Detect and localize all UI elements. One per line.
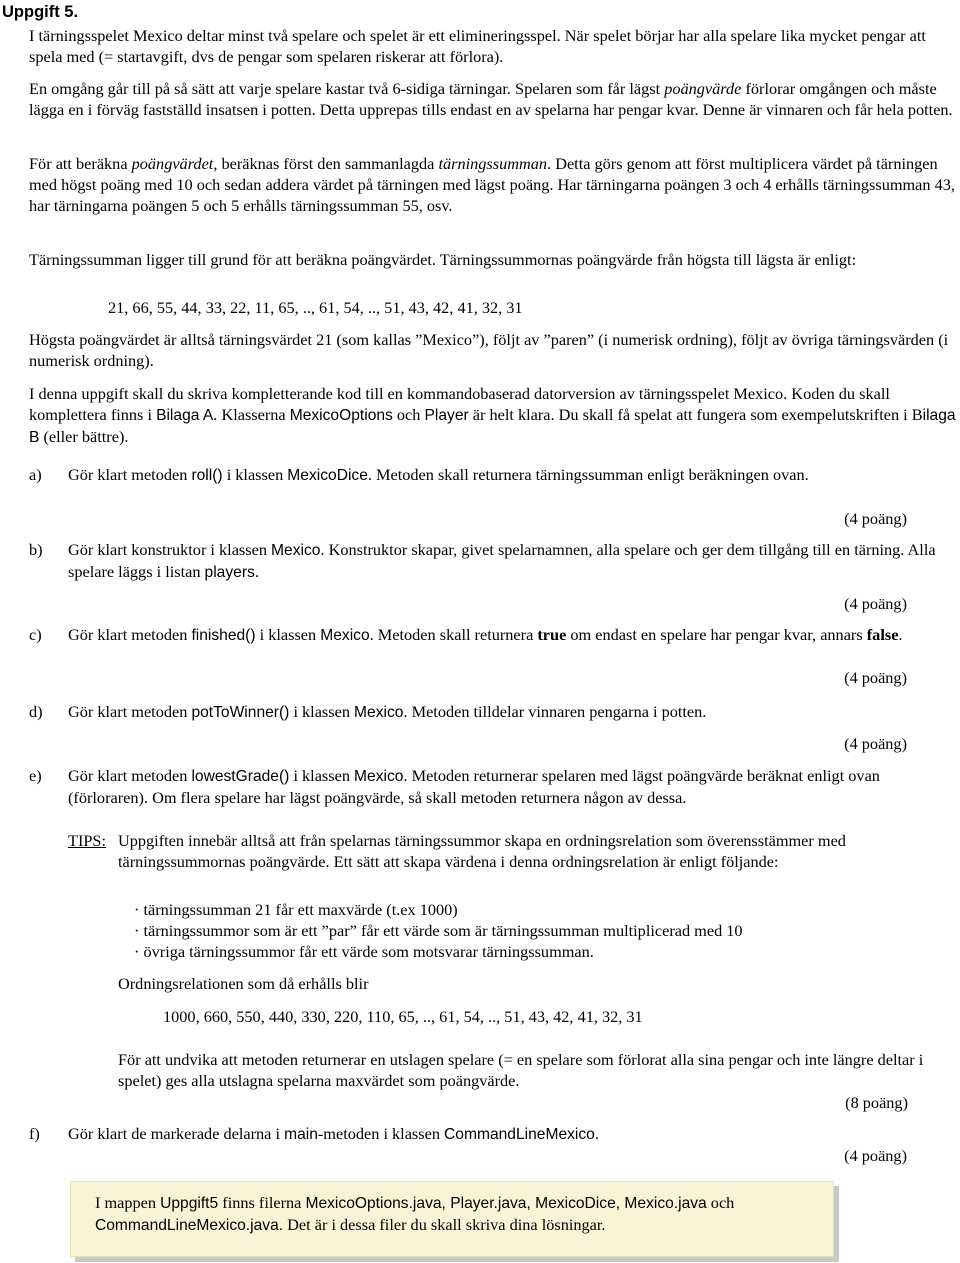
text-run: . Konstruktor skapar, givet spelarnamnen, alla spelare och ger dem tillgång till en tärning. Alla spelare läggs i listan xyxy=(68,540,936,581)
text-run: . Metoden skall returnera xyxy=(369,625,538,644)
files-note-text xyxy=(95,1192,815,1236)
task-title: Uppgift 5. xyxy=(2,3,79,21)
code-ref: roll() xyxy=(191,467,223,484)
text-run: (eller bättre). xyxy=(39,427,129,446)
folder-name: Uppgift5 xyxy=(160,1195,219,1212)
text-run: Gör klart de markerade delarna i xyxy=(68,1124,285,1143)
code-ref: potToWinner() xyxy=(191,704,290,721)
tips-bullet: · tärningssumman 21 får ett maxvärde (t.ex 1000) xyxy=(134,900,458,919)
italic-term: poängvärde xyxy=(664,79,742,98)
text-run: om endast en spelare har pengar kvar, annars xyxy=(566,625,867,644)
tips-paragraph-1: Uppgiften innebär alltså att från spelarnas tärningssummor skapa en ordningsrelation som överensstämmer med tärningssummornas poängvärde. Ett sätt att skapa värdena i denna ordningsrelation är enligt följande: xyxy=(118,831,846,871)
task-letter: e) xyxy=(29,766,42,785)
text-run: . Klasserna xyxy=(213,405,290,424)
text-run: Gör klart metoden xyxy=(68,465,192,484)
text-run: . xyxy=(594,1124,599,1143)
order-sequence: 1000, 660, 550, 440, 330, 220, 110, 65, .., 61, 54, .., 51, 43, 42, 41, 32, 31 xyxy=(163,1007,643,1026)
task-text xyxy=(68,539,960,583)
italic-term: tärningssumman xyxy=(438,154,548,173)
text-run: En omgång går till på så sätt att varje spelare kastar två 6-sidiga tärningar. Spelaren som får lägst xyxy=(29,79,665,98)
code-ref: main xyxy=(284,1126,318,1143)
task-letter: d) xyxy=(29,702,43,721)
text-run: . Metoden returnerar spelaren med lägst poängvärde beräknat enligt ovan (förloraren). Om flera spelare har lägst poängvärde, så skall metoden returnera någon av dessa. xyxy=(68,766,880,807)
tips-bullet-list xyxy=(134,899,743,962)
tips-bullet: · tärningssummor som är ett ”par” får ett värde som är tärningssumman multiplicerad med 10 xyxy=(134,921,743,940)
text-run: . Detta görs genom att först multiplicera värdet på tärningen med högst poäng med 10 och sedan addera värdet på tärningen med lägst poäng. Har tärningarna poängen 3 och 4 erhålls tärningssumman 43, har tärningarna poängen 5 och 5 erhålls tärningssumman 55, osv. xyxy=(29,154,955,215)
text-run: Gör klart metoden xyxy=(68,766,192,785)
intro-paragraph-3 xyxy=(29,153,957,216)
file-list: MexicoOptions.java, Player.java, MexicoDice, Mexico.java xyxy=(305,1195,707,1212)
text-run: och xyxy=(392,405,425,424)
intro-paragraph-1: I tärningsspelet Mexico deltar minst två spelare och spelet är ett elimineringsspel. När spelet börjar har alla spelare lika mycket pengar att spela med (= startavgift, dvs de pengar som spelaren riskerar att förlora). xyxy=(29,26,926,66)
keyword-true: true xyxy=(537,625,567,644)
text-run: Gör klart konstruktor i klassen xyxy=(68,540,272,559)
code-ref: finished() xyxy=(191,627,256,644)
task-letter: a) xyxy=(29,465,42,484)
tips-paragraph-2: Ordningsrelationen som då erhålls blir xyxy=(118,974,369,993)
code-ref: Mexico xyxy=(320,627,370,644)
code-ref: CommandLineMexico xyxy=(444,1126,595,1143)
code-ref: Mexico xyxy=(271,542,321,559)
intro-paragraph-5: Högsta poängvärdet är alltså tärningsvärdet 21 (som kallas ”Mexico”), följt av ”paren” (i numerisk ordning), följt av övriga tärningsvärden (i numerisk ordning). xyxy=(29,330,949,370)
code-ref: Player xyxy=(424,407,469,424)
task-e-points: (8 poäng) xyxy=(845,1093,908,1112)
text-run: finns filerna xyxy=(218,1193,306,1212)
text-run: . Metoden tilldelar vinnaren pengarna i potten. xyxy=(403,702,707,721)
files-note-box xyxy=(70,1181,834,1257)
text-run: i klassen xyxy=(289,702,355,721)
task-text xyxy=(68,624,960,646)
task-letter: b) xyxy=(29,540,43,559)
score-sequence: 21, 66, 55, 44, 33, 22, 11, 65, .., 61, 54, .., 51, 43, 42, 41, 32, 31 xyxy=(108,298,523,317)
task-text xyxy=(68,1123,960,1145)
code-ref: MexicoOptions xyxy=(289,407,393,424)
code-ref: MexicoDice xyxy=(287,467,368,484)
intro-paragraph-4: Tärningssumman ligger till grund för att beräkna poängvärdet. Tärningssummornas poängvärde från högsta till lägsta är enligt: xyxy=(29,250,857,269)
code-ref: players xyxy=(204,564,255,581)
text-run: I mappen xyxy=(95,1193,161,1212)
text-run: Gör klart metoden xyxy=(68,625,192,644)
file-name: CommandLineMexico.java. xyxy=(95,1217,284,1234)
task-points: (4 poäng) xyxy=(844,1146,907,1165)
text-run: . xyxy=(254,562,259,581)
text-run: , beräknas först den sammanlagda xyxy=(213,154,439,173)
task-points: (4 poäng) xyxy=(844,594,907,613)
text-run: Gör klart metoden xyxy=(68,702,192,721)
tips-label: TIPS: xyxy=(68,831,107,850)
task-letter: c) xyxy=(29,625,42,644)
text-run: -metoden i klassen xyxy=(317,1124,445,1143)
task-text xyxy=(68,765,960,808)
task-text xyxy=(68,701,960,723)
text-run: Det är i dessa filer du skall skriva dina lösningar. xyxy=(283,1215,606,1234)
intro-paragraph-2 xyxy=(29,78,957,120)
intro-paragraph-6 xyxy=(29,383,957,448)
text-run: förlorar omgången och måste lägga en i förväg fastställd insatsen i potten. Detta upprepas tills endast en av spelarna har pengar kvar. Denne är vinnaren och får hela potten. xyxy=(29,79,953,119)
code-ref: Mexico xyxy=(354,704,404,721)
text-run: i klassen xyxy=(255,625,321,644)
task-points: (4 poäng) xyxy=(844,668,907,687)
text-run: är helt klara. Du skall få spelat att fungera som exempelutskriften i B xyxy=(468,405,923,424)
text-run: . Metoden skall returnera tärningssumman enligt beräkningen ovan. xyxy=(367,465,809,484)
code-ref: Bilaga A xyxy=(156,407,214,424)
task-points: (4 poäng) xyxy=(844,509,907,528)
text-run: I denna uppgift skall du skriva kompletterande kod till en kommandobaserad datorversion av tärningsspelet Mexico. Koden du skall komplettera finns i xyxy=(29,384,890,424)
code-ref: Mexico xyxy=(354,768,404,785)
tips-bullet: · övriga tärningssummor får ett värde som motsvarar tärningssumman. xyxy=(134,942,594,961)
task-points: (4 poäng) xyxy=(844,734,907,753)
keyword-false: false xyxy=(866,625,899,644)
code-ref: lowestGrade() xyxy=(191,768,290,785)
text-run: . xyxy=(898,625,903,644)
text-run: i klassen xyxy=(222,465,288,484)
tips-paragraph-3: För att undvika att metoden returnerar en utslagen spelare (= en spelare som förlorat alla sina pengar och inte längre deltar i spelet) ges alla utslagna spelarna maxvärdet som poängvärde. xyxy=(118,1050,924,1090)
task-text xyxy=(68,464,960,486)
code-ref: ilaga B xyxy=(29,407,956,446)
italic-term: poängvärdet xyxy=(131,154,214,173)
text-run: i klassen xyxy=(289,766,355,785)
text-run: För att beräkna xyxy=(29,154,132,173)
task-letter: f) xyxy=(29,1124,40,1143)
text-run: och xyxy=(706,1193,735,1212)
